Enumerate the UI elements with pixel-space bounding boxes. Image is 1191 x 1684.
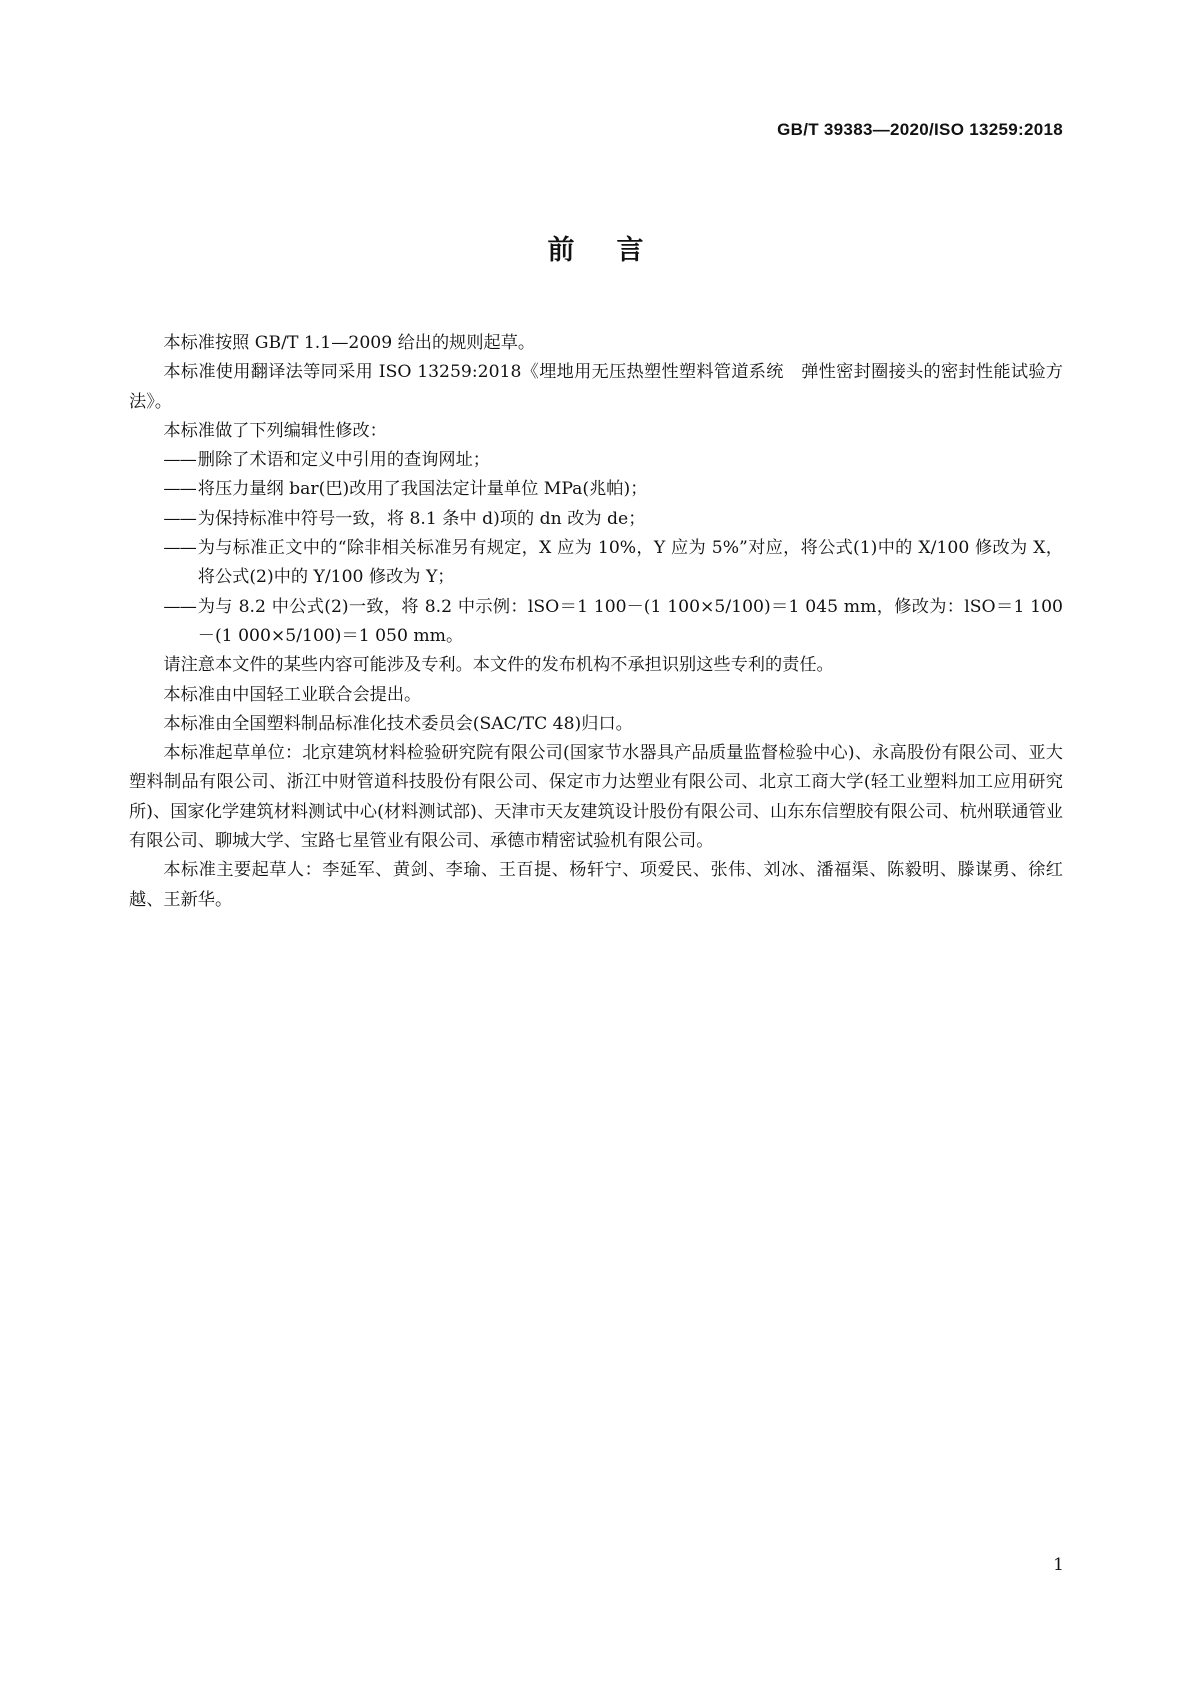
list-item-text: 删除了术语和定义中引用的查询网址； <box>197 450 490 471</box>
standard-code: GB/T 39383—2020/ISO 13259:2018 <box>777 120 1063 139</box>
list-item-text: 将压力量纲 bar(巴)改用了我国法定计量单位 MPa(兆帕)； <box>197 479 648 500</box>
list-item-edit <box>163 593 1063 652</box>
paragraph-drafting-units: 本标准起草单位：北京建筑材料检验研究院有限公司(国家节水器具产品质量监督检验中心)、永高股份有限公司、亚大塑料制品有限公司、浙江中财管道科技股份有限公司、保定市力达塑业有限公司、北京工商大学(轻工业塑料加工应用研究所)、国家化学建筑材料测试中心(材料测试部)、天津市天友建筑设计股份有限公司、山东东信塑胶有限公司、杭州联通管业有限公司、聊城大学、宝路七星管业有限公司、承德市精密试验机有限公司。 <box>129 743 1063 852</box>
list-item-edit <box>163 534 1063 593</box>
list-item-edit <box>163 475 1063 504</box>
foreword-body <box>129 329 1063 915</box>
paragraph-drafters: 本标准主要起草人：李延军、黄剑、李瑜、王百提、杨轩宁、项爱民、张伟、刘冰、潘福渠、陈毅明、滕谋勇、徐红越、王新华。 <box>129 860 1063 910</box>
page-number: 1 <box>1053 1555 1064 1575</box>
list-dash: —— <box>163 479 196 500</box>
list-item-text: 为与标准正文中的“除非相关标准另有规定，X 应为 10%，Y 应为 5%”对应，将公式(1)中的 X/100 修改为 X，将公式(2)中的 Y/100 修改为 Y； <box>197 538 1063 588</box>
paragraph-proposer: 本标准由中国轻工业联合会提出。 <box>163 684 422 705</box>
list-dash: —— <box>163 508 196 529</box>
list-dash: —— <box>163 596 196 617</box>
page-title: 前言 <box>547 235 686 266</box>
list-item-edit <box>163 505 1063 534</box>
list-item-edit <box>163 446 1063 475</box>
list-item-text: 为与 8.2 中公式(2)一致，将 8.2 中示例：lSO＝1 100－(1 100×5/100)＝1 045 mm，修改为：lSO＝1 100－(1 000×5/100)＝1 050 mm。 <box>197 596 1063 646</box>
list-item-text: 为保持标准中符号一致，将 8.1 条中 d)项的 dn 改为 de； <box>197 508 646 529</box>
list-dash: —— <box>163 450 196 471</box>
paragraph-edits-intro: 本标准做了下列编辑性修改： <box>163 420 387 441</box>
paragraph-patent-notice: 请注意本文件的某些内容可能涉及专利。本文件的发布机构不承担识别这些专利的责任。 <box>163 655 834 676</box>
paragraph-drafting-rules: 本标准按照 GB/T 1.1—2009 给出的规则起草。 <box>163 333 536 353</box>
paragraph-committee: 本标准由全国塑料制品标准化技术委员会(SAC/TC 48)归口。 <box>163 713 633 734</box>
paragraph-adoption: 本标准使用翻译法等同采用 ISO 13259:2018《埋地用无压热塑性塑料管道系统 弹性密封圈接头的密封性能试验方法》。 <box>129 362 1063 412</box>
list-dash: —— <box>163 538 196 559</box>
